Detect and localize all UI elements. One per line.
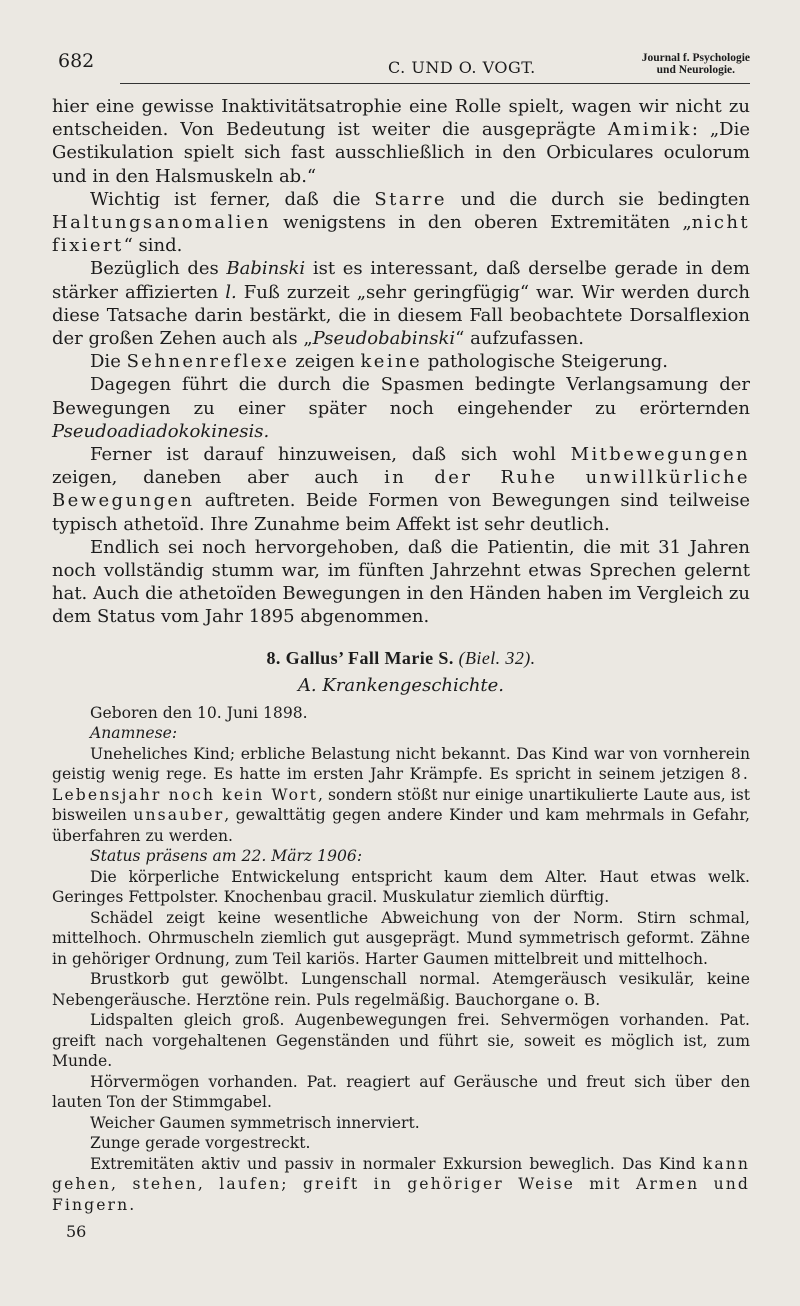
journal-line-2: und Neurologie.: [656, 64, 736, 76]
header-rule: [120, 83, 750, 84]
case-report: [52, 703, 750, 1216]
running-title: C. UND O. VOGT.: [388, 58, 536, 77]
signature-mark: 56: [66, 1222, 87, 1241]
running-header: [58, 50, 750, 84]
paragraph-1: hier eine gewisse Inaktivitätsatrophie eine Rolle spielt, wagen wir nicht zu entscheiden. Von Bedeutung ist weiter die ausgeprägte Amimik: „Die Gestikulation spielt sich fast ausschließlich in den Orbiculares oculorum und in den Halsmuskeln ab.“: [52, 96, 751, 187]
section-heading: 8. Gallus’ Fall Marie S. (Biel. 32).: [266, 647, 536, 668]
status-paragraph-8: Extremitäten aktiv und passiv in normaler Exkursion beweglich. Das Kind kann gehen, stehen, laufen; greift in gehöriger Weise mit Armen und Fingern.: [52, 1154, 750, 1214]
anamnese-label: Anamnese:: [90, 724, 178, 743]
status-paragraph-3: Brustkorb gut gewölbt. Lungenschall normal. Atemgeräusch vesikulär, keine Nebengeräusche. Herztöne rein. Puls regelmäßig. Bauchorgane o. B.: [52, 970, 750, 1009]
journal-line-1: Journal f. Psychologie: [641, 52, 750, 64]
paragraph-7: Endlich sei noch hervorgehoben, daß die Patientin, die mit 31 Jahren noch vollständig stumm war, im fünften Jahrzehnt etwas Sprechen gelernt hat. Auch die athetoïden Bewegungen in den Händen haben im Vergleich zu dem Status vom Jahr 1895 abgenommen.: [52, 536, 750, 628]
section-subheading: A. Krankengeschichte.: [297, 674, 505, 696]
paragraph-3: Bezüglich des Babinski ist es interessant, daß derselbe gerade in dem stärker affizierten l. Fuß zurzeit „sehr geringfügig“ war. Wir werden durch diese Tatsache darin bestärkt, die in diesem Fall beobachtete Dorsalflexion der großen Zehen auch als „Pseudobabinski“ aufzufassen.: [52, 258, 750, 350]
page-number: 682: [58, 50, 95, 72]
paragraph-5: Dagegen führt die durch die Spasmen bedingte Verlangsamung der Bewegungen zu einer später noch eingehender zu erörternden Pseudoadiadokokinesis.: [52, 374, 750, 442]
status-label: Status präsens am 22. März 1906:: [90, 847, 363, 866]
status-paragraph-5: Hörvermögen vorhanden. Pat. reagiert auf Geräusche und freut sich über den lauten Ton der Stimmgabel.: [52, 1072, 750, 1112]
birth-date: Geboren den 10. Juni 1898.: [90, 703, 308, 722]
status-paragraph-6: Weicher Gaumen symmetrisch innerviert.: [90, 1113, 420, 1132]
status-paragraph-1: Die körperliche Entwickelung entspricht kaum dem Alter. Haut etwas welk. Geringes Fettpolster. Knochenbau gracil. Muskulatur ziemlich dürftig.: [52, 867, 750, 907]
journal-name: [642, 52, 750, 76]
paragraph-6: Ferner ist darauf hinzuweisen, daß sich wohl Mitbewegungen zeigen, daneben aber auch in der Ruhe unwillkürliche Bewegungen auftreten. Beide Formen von Bewegungen sind teilweise typisch athetoïd. Ihre Zunahme beim Affekt ist sehr deutlich.: [52, 444, 750, 535]
anamnese-text: Uneheliches Kind; erbliche Belastung nicht bekannt. Das Kind war von vornherein geistig wenig rege. Es hatte im ersten Jahr Krämpfe. Es spricht in seinem jetzigen 8. Lebensjahr noch kein Wort, sondern stößt nur einige unartikulierte Laute aus, ist bisweilen unsauber, gewalttätig gegen andere Kinder und kam mehrmals in Gefahr, überfahren zu werden.: [52, 744, 750, 845]
paragraph-2: Wichtig ist ferner, daß die Starre und die durch sie bedingten Haltungsanomalien wenigstens in den oberen Extremitäten „nicht fixiert“ sind.: [52, 188, 750, 257]
status-paragraph-4: Lidspalten gleich groß. Augenbewegungen frei. Sehvermögen vorhanden. Pat. greift nach vorgehaltenen Gegenständen und führt sie, soweit es möglich ist, zum Munde.: [52, 1011, 750, 1071]
status-paragraph-2: Schädel zeigt keine wesentliche Abweichung von der Norm. Stirn schmal, mittelhoch. Ohrmuscheln ziemlich gut ausgeprägt. Mund symmetrisch geformt. Zähne in gehöriger Ordnung, zum Teil kariös. Harter Gaumen mittelbreit und mittelhoch.: [52, 908, 750, 968]
main-text: [52, 95, 750, 1215]
status-paragraph-7: Zunge gerade vorgestreckt.: [90, 1134, 311, 1153]
paragraph-4: Die Sehnenreflexe zeigen keine pathologische Steigerung.: [90, 351, 669, 373]
